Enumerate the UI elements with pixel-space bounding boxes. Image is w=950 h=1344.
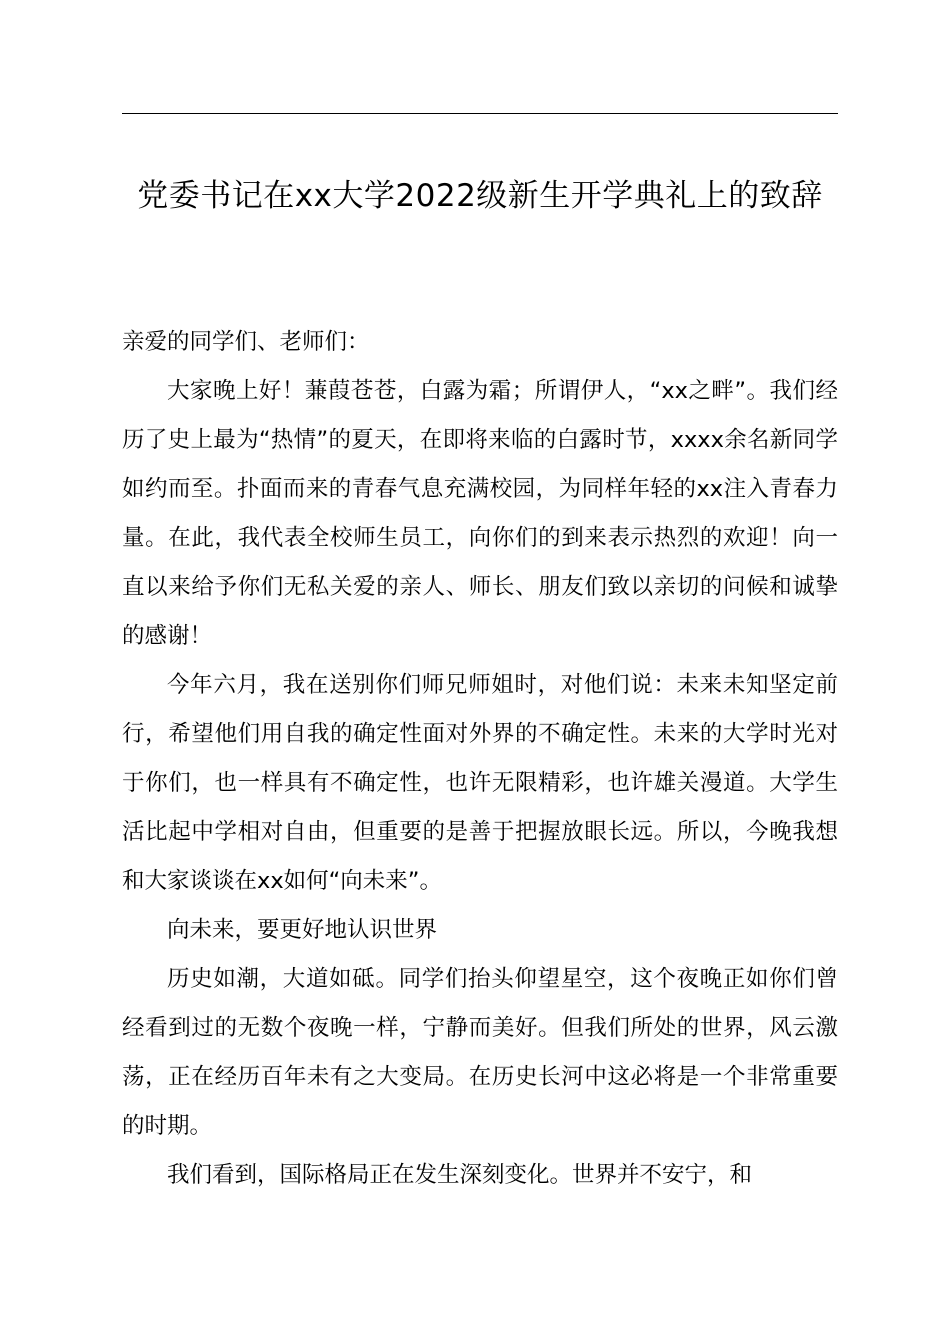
paragraph: 大家晚上好！蒹葭苍苍，白露为霜；所谓伊人，“xx之畔”。我们经历了史上最为“热情”的夏天，在即将来临的白露时节，xxxx余名新同学如约而至。扑面而来的青春气息充满校园，为同样年轻的xx注入青春力量。在此，我代表全校师生员工，向你们的到来表示热烈的欢迎！向一直以来给予你们无私关爱的亲人、师长、朋友们致以亲切的问候和诚挚的感谢！ [122, 378, 838, 649]
section-heading: 向未来，要更好地认识世界 [167, 917, 438, 943]
paragraph: 我们看到，国际格局正在发生深刻变化。世界并不安宁，和 [167, 1162, 753, 1188]
document-title: 党委书记在xx大学2022级新生开学典礼上的致辞 [137, 178, 823, 214]
document-body [122, 318, 838, 1200]
paragraph: 历史如潮，大道如砥。同学们抬头仰望星空，这个夜晚正如你们曾经看到过的无数个夜晚一样，宁静而美好。但我们所处的世界，风云激荡，正在经历百年未有之大变局。在历史长河中这必将是一个非常重要的时期。 [122, 966, 838, 1139]
salutation: 亲爱的同学们、老师们： [122, 329, 370, 355]
paragraph: 今年六月，我在送别你们师兄师姐时，对他们说：未来未知坚定前行，希望他们用自我的确定性面对外界的不确定性。未来的大学时光对于你们，也一样具有不确定性，也许无限精彩，也许雄关漫道。大学生活比起中学相对自由，但重要的是善于把握放眼长远。所以，今晚我想和大家谈谈在xx如何“向未来”。 [122, 672, 838, 894]
header-rule [122, 113, 838, 114]
